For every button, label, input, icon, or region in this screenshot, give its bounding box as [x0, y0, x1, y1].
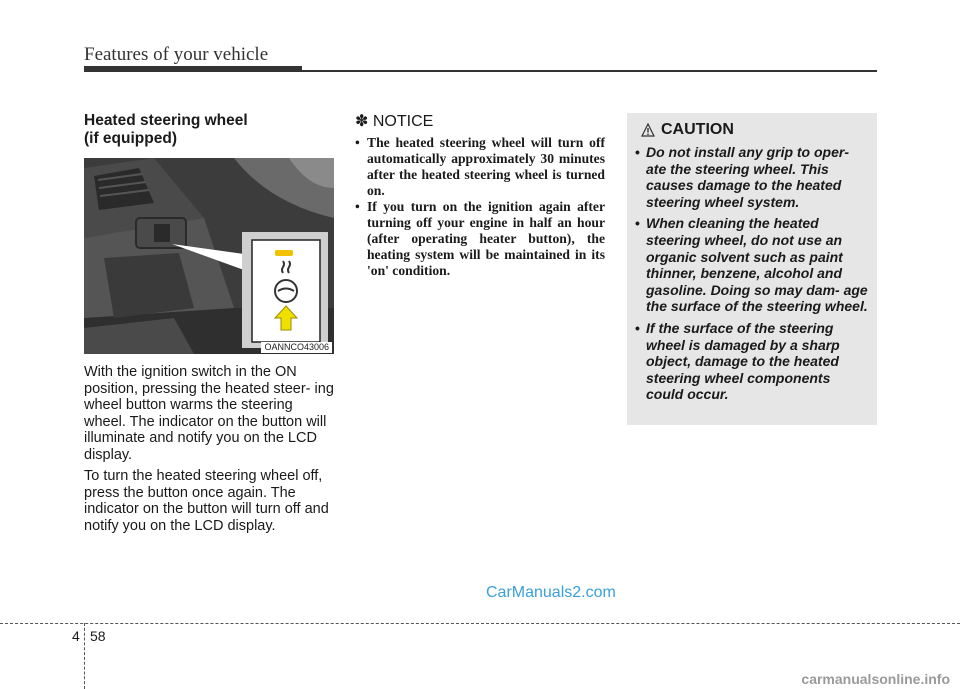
- notice-list: [355, 135, 605, 279]
- page-number: 58: [90, 628, 106, 644]
- image-code: OANNCO43006: [261, 342, 332, 353]
- caution-header: [641, 121, 734, 139]
- heated-wheel-section: [84, 112, 334, 534]
- notice-section: [355, 111, 605, 279]
- caution-box: [627, 113, 877, 425]
- button-closeup: [84, 158, 334, 354]
- notice-item-2: • If you turn on the ignition again after turning off your engine in half an hour (after operating heater button), the heating system will be maintained in its 'on' condition.: [355, 199, 605, 279]
- notice-title: ✽ NOTICE: [355, 113, 434, 130]
- indicator-light: [275, 250, 293, 256]
- caution-item-3: • If the surface of the steering wheel is damaged by a sharp object, damage to the heated steering wheel components could occur.: [635, 320, 869, 403]
- caution-item-1: • Do not install any grip to oper- ate the steering wheel. This causes damage to the heated steering wheel system.: [635, 144, 869, 210]
- watermark-link[interactable]: CarManuals2.com: [486, 584, 616, 601]
- chapter-number: 4: [72, 628, 80, 644]
- warning-triangle-icon: [641, 123, 655, 137]
- bottom-watermark: carmanualsonline.info: [801, 671, 950, 687]
- footer-rule: [0, 623, 960, 624]
- page-header-title: Features of your vehicle: [84, 44, 269, 65]
- caution-title: CAUTION: [661, 121, 734, 138]
- section-title: [84, 112, 334, 148]
- pointer-arrow: [275, 306, 297, 330]
- heated-steering-wheel-icon: [275, 261, 297, 302]
- section-title-line2: (if equipped): [84, 130, 177, 147]
- header-rule-thick: [84, 66, 302, 72]
- caution-list: [635, 144, 869, 403]
- footer-divider: [84, 623, 85, 689]
- paragraph-1: With the ignition switch in the ON position, pressing the heated steer- ing wheel button warms the steering wheel. The indicator on the button will illuminate and notify you on the LCD display.: [84, 364, 334, 463]
- notice-item-1: • The heated steering wheel will turn off automatically approximately 30 minutes after the heated steering wheel is turned on.: [355, 135, 605, 199]
- caution-item-2: • When cleaning the heated steering wheel, do not use an organic solvent such as paint thinner, benzene, alcohol and gasoline. Doing so may dam- age the surface of the steering wheel.: [635, 215, 869, 315]
- section-title-line1: Heated steering wheel: [84, 112, 248, 129]
- heated-wheel-illustration: [84, 158, 334, 354]
- paragraph-2: To turn the heated steering wheel off, press the button once again. The indicator on the button will turn off and notify you on the LCD display.: [84, 468, 329, 534]
- header-rule-thin: [302, 70, 877, 72]
